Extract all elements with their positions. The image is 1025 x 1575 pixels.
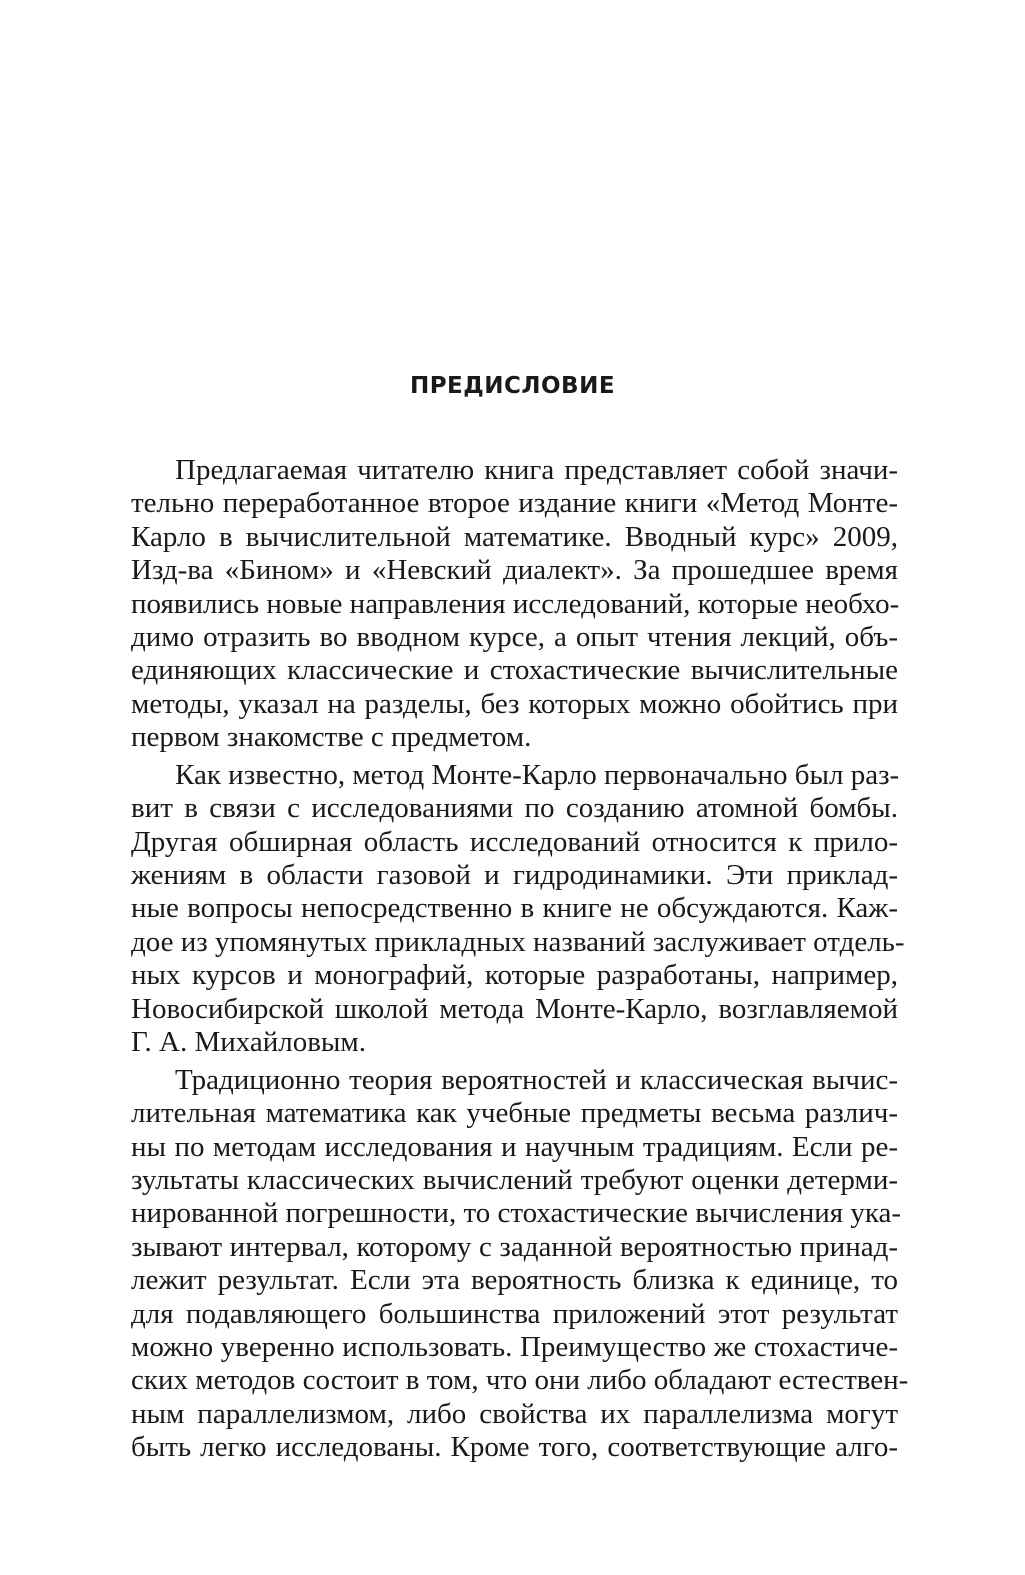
- text-line: Изд-ва «Бином» и «Невский диалект». За прошедшее время: [131, 554, 898, 587]
- text-line: вит в связи с исследованиями по созданию атомной бомбы.: [131, 792, 898, 825]
- text-line: ских методов состоит в том, что они либо обладают естествен-: [131, 1364, 909, 1397]
- text-line: Предлагаемая читателю книга представляет собой значи-: [175, 454, 898, 486]
- text-line: ные вопросы непосредственно в книге не обсуждаются. Каж-: [131, 892, 898, 925]
- text-line: Карло в вычислительной математике. Вводный курс» 2009,: [131, 520, 898, 553]
- text-line: единяющих классические и стохастические вычислительные: [131, 654, 898, 687]
- text-line: ны по методам исследования и научным традициям. Если ре-: [131, 1130, 898, 1163]
- body-text: [131, 454, 909, 1469]
- text-line: жениям в области газовой и гидродинамики. Эти приклад-: [131, 859, 898, 892]
- text-line: лительная математика как учебные предметы весьма различ-: [131, 1097, 898, 1130]
- text-line: дое из упомянутых прикладных названий заслуживает отдель-: [131, 925, 905, 958]
- text-line: Другая обширная область исследований относится к прило-: [131, 825, 898, 858]
- text-line: методы, указал на разделы, без которых можно обойтись при: [131, 687, 898, 720]
- text-line: Новосибирской школой метода Монте-Карло, возглавляемой: [131, 992, 898, 1025]
- text-line: Г. А. Михайловым.: [131, 1026, 367, 1059]
- text-line: можно уверенно использовать. Преимущество же стохастиче-: [131, 1330, 898, 1363]
- text-line: тельно переработанное второе издание книги «Метод Монте-: [131, 487, 898, 520]
- text-line: появились новые направления исследований, которые необхо-: [131, 587, 900, 620]
- text-line: нированной погрешности, то стохастические вычисления ука-: [131, 1197, 902, 1230]
- text-line: Традиционно теория вероятностей и классическая вычис-: [175, 1063, 898, 1096]
- text-line: ным параллелизмом, либо свойства их параллелизма могут: [131, 1397, 898, 1430]
- text-line: Как известно, метод Монте-Карло первоначально был раз-: [175, 758, 900, 791]
- paragraph-2: [131, 758, 905, 1060]
- text-line: ных курсов и монографий, которые разработаны, например,: [131, 959, 898, 992]
- text-line: димо отразить во вводном курсе, а опыт чтения лекций, объ-: [131, 620, 898, 653]
- text-line: зультаты классических вычислений требуют оценки детерми-: [131, 1163, 898, 1196]
- text-line: для подавляющего большинства приложений этот результат: [131, 1297, 898, 1330]
- text-line: быть легко исследованы. Кроме того, соответствующие алго-: [131, 1431, 898, 1464]
- page-title: ПРЕДИСЛОВИЕ: [409, 373, 616, 399]
- text-line: первом знакомстве с предметом.: [131, 721, 532, 754]
- text-line: лежит результат. Если эта вероятность близка к единице, то: [131, 1264, 898, 1297]
- text-line: зывают интервал, которому с заданной вероятностью принад-: [131, 1230, 898, 1263]
- paragraph-3: [131, 1063, 909, 1465]
- paragraph-1: [131, 454, 898, 755]
